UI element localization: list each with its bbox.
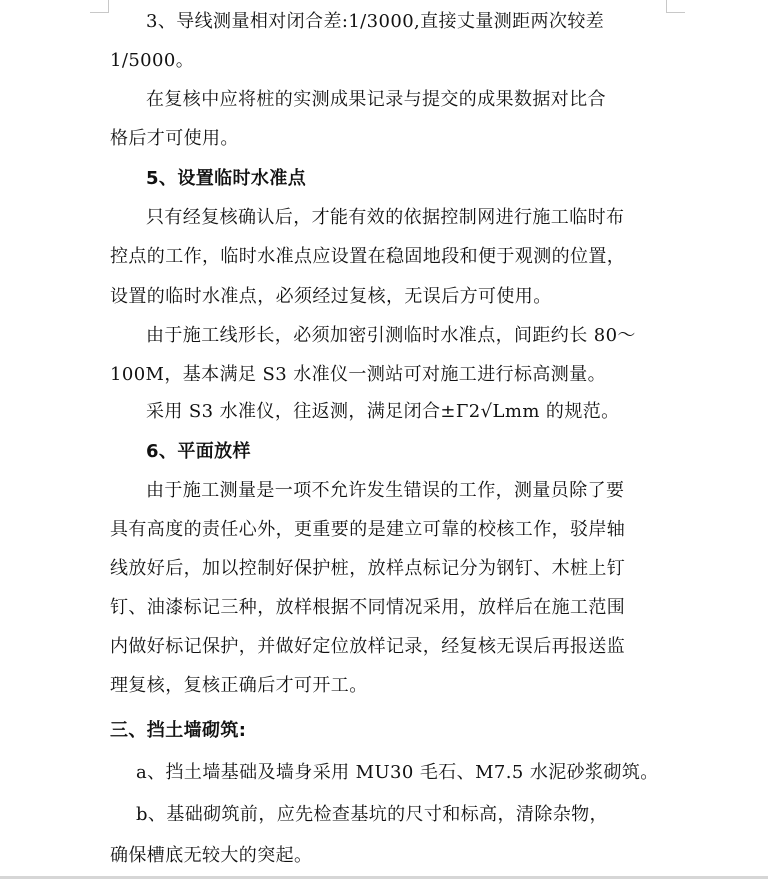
text-line-8: 设置的临时水准点，必须经过复核，无误后方可使用。 (110, 286, 552, 307)
text-line-13: 由于施工测量是一项不允许发生错误的工作，测量员除了要 (146, 480, 625, 501)
text-line-15: 线放好后，加以控制好保护桩，放样点标记分为钢钉、木桩上钉 (110, 558, 626, 579)
text-line-20: a、挡土墙基础及墙身采用 MU30 毛石、M7.5 水泥砂浆砌筑。 (136, 762, 659, 783)
text-line-1: 3、导线测量相对闭合差:1/3000,直接丈量测距两次较差 (146, 11, 605, 32)
text-line-7: 控点的工作，临时水准点应设置在稳固地段和便于观测的位置， (110, 246, 626, 267)
text-line-3: 在复核中应将桩的实测成果记录与提交的成果数据对比合 (146, 89, 606, 110)
text-line-9: 由于施工线形长，必须加密引测临时水准点，间距约长 80～ (146, 325, 636, 346)
text-line-11: 采用 S3 水准仪，往返测，满足闭合±Γ2√Lmm 的规范。 (146, 401, 620, 422)
page-corner-mark-right (666, 0, 685, 13)
text-line-17: 内做好标记保护，并做好定位放样记录，经复核无误后再报送监 (110, 636, 626, 657)
text-line-10: 100M，基本满足 S3 水准仪一测站可对施工进行标高测量。 (110, 364, 607, 385)
text-line-14: 具有高度的责任心外，更重要的是建立可靠的校核工作，驳岸轴 (110, 519, 626, 540)
chapter-heading-3: 三、挡土墙砌筑: (110, 720, 247, 741)
section-heading-5: 5、设置临时水准点 (146, 168, 307, 189)
page-corner-mark-left (90, 0, 109, 13)
text-line-21: b、基础砌筑前，应先检查基坑的尺寸和标高，清除杂物， (136, 804, 608, 825)
text-line-6: 只有经复核确认后，才能有效的依据控制网进行施工临时布 (146, 207, 625, 228)
text-line-4: 格后才可使用。 (110, 128, 239, 149)
text-line-18: 理复核，复核正确后才可开工。 (110, 675, 368, 696)
text-line-22: 确保槽底无较大的突起。 (110, 845, 313, 866)
text-line-2: 1/5000。 (110, 50, 195, 71)
section-heading-6: 6、平面放样 (146, 441, 251, 462)
text-line-16: 钉、油漆标记三种，放样根据不同情况采用，放样后在施工范围 (110, 597, 626, 618)
